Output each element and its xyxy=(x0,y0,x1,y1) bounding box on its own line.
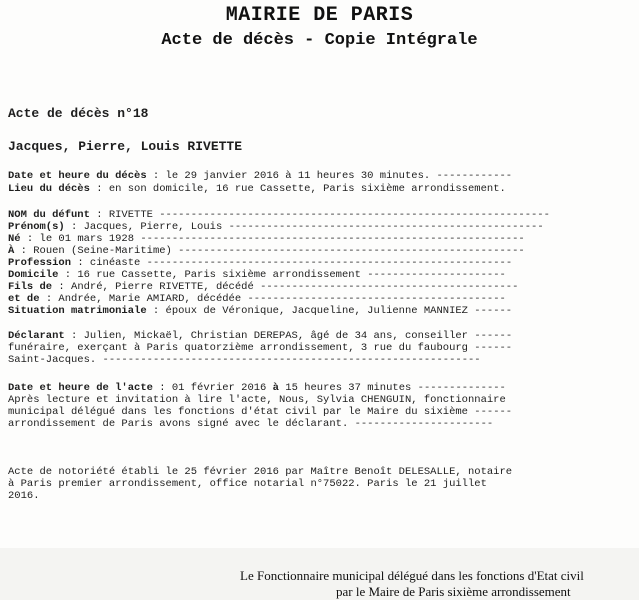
death-place-label: Lieu du décès xyxy=(8,183,90,195)
situation-row: Situation matrimoniale : époux de Véronique, Jacqueline, Julienne MANNIEZ ------ xyxy=(8,305,513,317)
death-datetime-row: Date et heure du décès : le 29 janvier 2016 à 11 heures 30 minutes. ------------ xyxy=(8,170,513,182)
fils-value: André, Pierre RIVETTE, décédé xyxy=(71,281,254,293)
prenoms-label: Prénom(s) xyxy=(8,221,65,233)
nom-label: NOM du défunt xyxy=(8,209,90,221)
prenoms-row: Prénom(s) : Jacques, Pierre, Louis -------------------------------------------------- xyxy=(8,221,544,233)
ne-row: Né : le 01 mars 1928 ------------------------------------------------------------- xyxy=(8,233,525,245)
domicile-value: 16 rue Cassette, Paris sixième arrondissement xyxy=(77,269,361,281)
etde-row: et de : Andrée, Marie AMIARD, décédée ----------------------------------------- xyxy=(8,293,506,305)
nom-value: RIVETTE xyxy=(108,209,153,221)
notoriete-row-1 xyxy=(8,466,512,478)
signature-line-2: par le Maire de Paris sixième arrondissement xyxy=(336,584,571,599)
declarant-row-1: Déclarant : Julien, Mickaël, Christian DEREPAS, âgé de 34 ans, conseiller ------ xyxy=(8,330,513,342)
ne-label: Né xyxy=(8,233,21,245)
acte-value-date: 01 février 2016 xyxy=(171,382,267,394)
declarant-line-3: Saint-Jacques. xyxy=(8,354,97,366)
death-datetime-value: le 29 janvier 2016 à 11 heures 30 minutes. xyxy=(165,170,431,182)
profession-value: cinéaste xyxy=(89,257,141,269)
act-number: Acte de décès n°18 xyxy=(8,106,149,121)
declarant-row-2: funéraire, exerçant à Paris quatorzième arrondissement, 3 rue du faubourg ------ xyxy=(8,342,513,354)
nom-row: NOM du défunt : RIVETTE -------------------------------------------------------------- xyxy=(8,209,550,221)
signature-line-1: Le Fonctionnaire municipal délégué dans les fonctions d'Etat civil xyxy=(240,568,584,583)
page-subtitle: Acte de décès - Copie Intégrale xyxy=(161,31,478,50)
profession-label: Profession xyxy=(8,257,72,269)
domicile-row: Domicile : 16 rue Cassette, Paris sixième arrondissement ---------------------- xyxy=(8,269,506,281)
page-title: MAIRIE DE PARIS xyxy=(225,4,414,27)
death-place-row: Lieu du décès : en son domicile, 16 rue Cassette, Paris sixième arrondissement. xyxy=(8,183,506,195)
ne-value: le 01 mars 1928 xyxy=(39,233,135,245)
a-row: À : Rouen (Seine-Maritime) ------------------------------------------------------- xyxy=(8,245,525,257)
acte-value-at: à xyxy=(272,382,279,394)
situation-label: Situation matrimoniale xyxy=(8,305,147,317)
acte-label: Date et heure de l'acte xyxy=(8,382,153,394)
domicile-label: Domicile xyxy=(8,269,59,281)
acte-row-3: municipal délégué dans les fonctions d'état civil par le Maire du sixième ------ xyxy=(8,406,513,418)
a-value: Rouen (Seine-Maritime) xyxy=(33,245,172,257)
deceased-fullname: Jacques, Pierre, Louis RIVETTE xyxy=(8,139,243,154)
fils-row: Fils de : André, Pierre RIVETTE, décédé ----------------------------------------- xyxy=(8,281,519,293)
etde-value: Andrée, Marie AMIARD, décédée xyxy=(58,293,242,305)
acte-value-time: 15 heures 37 minutes xyxy=(285,382,412,394)
notoriete-line-2: à Paris premier arrondissement, office notarial n°75022. Paris le 21 juillet xyxy=(8,478,487,490)
notoriete-line-1: Acte de notoriété établi le 25 février 2016 par Maître Benoît DELESALLE, notaire xyxy=(8,466,513,478)
acte-row-4: arrondissement de Paris avons signé avec le déclarant. ---------------------- xyxy=(8,418,494,430)
acte-line-3: arrondissement de Paris avons signé avec le déclarant. xyxy=(8,418,349,430)
death-datetime-label: Date et heure du décès xyxy=(8,170,147,182)
death-place-value: en son domicile, 16 rue Cassette, Paris sixième arrondissement. xyxy=(108,183,506,195)
etde-label: et de xyxy=(8,293,40,305)
acte-row-1: Date et heure de l'acte : 01 février 2016 à 15 heures 37 minutes -------------- xyxy=(8,382,506,394)
situation-value: époux de Véronique, Jacqueline, Julienne MANNIEZ xyxy=(165,305,468,317)
acte-row-2 xyxy=(8,394,506,406)
profession-row: Profession : cinéaste ---------------------------------------------------------- xyxy=(8,257,513,269)
declarant-line-2: funéraire, exerçant à Paris quatorzième arrondissement, 3 rue du faubourg xyxy=(8,342,468,354)
fils-label: Fils de xyxy=(8,281,53,293)
notoriete-row-2 xyxy=(8,478,487,490)
acte-line-2: municipal délégué dans les fonctions d'état civil par le Maire du sixième xyxy=(8,406,468,418)
declarant-line-1: Julien, Mickaël, Christian DEREPAS, âgé de 34 ans, conseiller xyxy=(83,330,468,342)
acte-line-1: Après lecture et invitation à lire l'acte, Nous, Sylvia CHENGUIN, fonctionnaire xyxy=(8,394,506,406)
a-label: À xyxy=(8,245,15,257)
declarant-row-3: Saint-Jacques. ------------------------------------------------------------ xyxy=(8,354,481,366)
notoriete-row-3 xyxy=(8,490,40,502)
notoriete-line-3: 2016. xyxy=(8,490,40,502)
declarant-label: Déclarant xyxy=(8,330,65,342)
prenoms-value: Jacques, Pierre, Louis xyxy=(83,221,223,233)
